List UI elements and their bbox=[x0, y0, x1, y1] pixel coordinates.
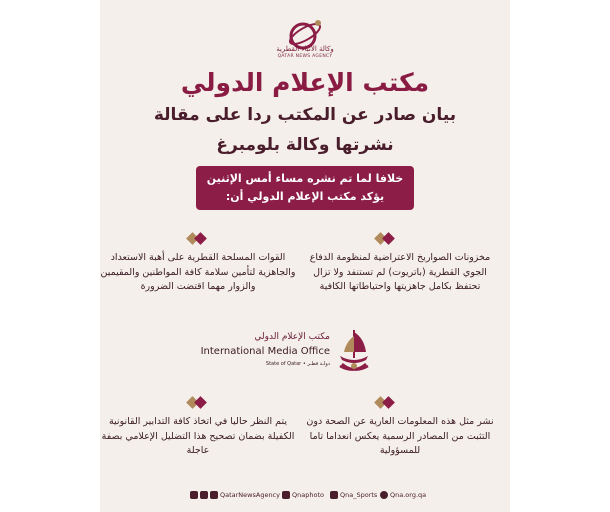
facebook-icon bbox=[200, 491, 208, 499]
page-title: مكتب الإعلام الدولي bbox=[180, 68, 430, 97]
statement-item-3: نشر مثل هذه المعلومات العارية عن الصحة دون التثبت من المصادر الرسمية يعكس انعداما تاما للمسؤولية bbox=[306, 416, 494, 456]
statement-item-4: يتم النظر حاليا في اتخاذ كافة التدابير القانونية الكفيلة بضمان تصحيح هذا التضليل الإعلامي بصفة عاجلة bbox=[101, 416, 295, 456]
x-icon bbox=[330, 491, 338, 499]
diamond-bullet-icon bbox=[376, 233, 398, 245]
banner-line-2: يؤكد مكتب الإعلام الدولي أن: bbox=[225, 190, 385, 203]
statement-item-2: القوات المسلحة القطرية على أهبة الاستعداد والجاهزية لتأمين سلامة كافة المواطنين والمقيمين والزوار مهما اقتضت الضرورة bbox=[100, 252, 296, 292]
footer-sports[interactable] bbox=[330, 488, 377, 502]
globe-icon bbox=[380, 491, 388, 499]
subtitle-line-1: بيان صادر عن المكتب ردا على مقالة bbox=[153, 105, 457, 125]
announcement-banner bbox=[196, 166, 414, 210]
logo-name-arabic: وكالة الأنباء القطرية bbox=[276, 45, 334, 53]
statement-item-1: مخزونات الصواريخ الاعتراضية لمنظومة الدفاع الجوي القطرية (باتريوت) لم تستنفد ولا تزال تحتفظ بكامل جاهزيتها واحتياطاتها الكافية bbox=[309, 252, 491, 292]
social-handle: QatarNewsAgency bbox=[220, 491, 280, 499]
diamond-bullet-icon bbox=[188, 233, 210, 245]
diamond-bullet-icon bbox=[376, 397, 398, 409]
media-office-name-english: International Media Office bbox=[200, 346, 330, 357]
footer-photo[interactable] bbox=[282, 488, 324, 502]
sports-handle: Qna_Sports bbox=[340, 491, 378, 499]
footer-social[interactable] bbox=[190, 488, 280, 502]
diamond-bullet-icon bbox=[188, 397, 210, 409]
logo-name-english: QATAR NEWS AGENCY bbox=[277, 54, 333, 59]
subtitle-line-2: نشرتها وكالة بلومبرغ bbox=[216, 135, 394, 155]
media-office-name-arabic: مكتب الإعلام الدولي bbox=[254, 332, 330, 342]
footer-website[interactable] bbox=[380, 488, 426, 502]
footer-social-links bbox=[190, 488, 427, 502]
media-office-logo bbox=[200, 332, 330, 376]
website-link: Qna.org.qa bbox=[390, 491, 427, 499]
qatar-emblem-icon bbox=[334, 328, 374, 374]
media-office-state: State of Qatar • دولـة قطـر bbox=[265, 361, 330, 367]
instagram-icon bbox=[282, 491, 290, 499]
photo-handle: Qnaphoto bbox=[292, 491, 324, 499]
banner-line-1: خلافا لما تم نشره مساء أمس الإثنين bbox=[206, 172, 404, 185]
x-icon bbox=[190, 491, 198, 499]
youtube-icon bbox=[210, 491, 218, 499]
